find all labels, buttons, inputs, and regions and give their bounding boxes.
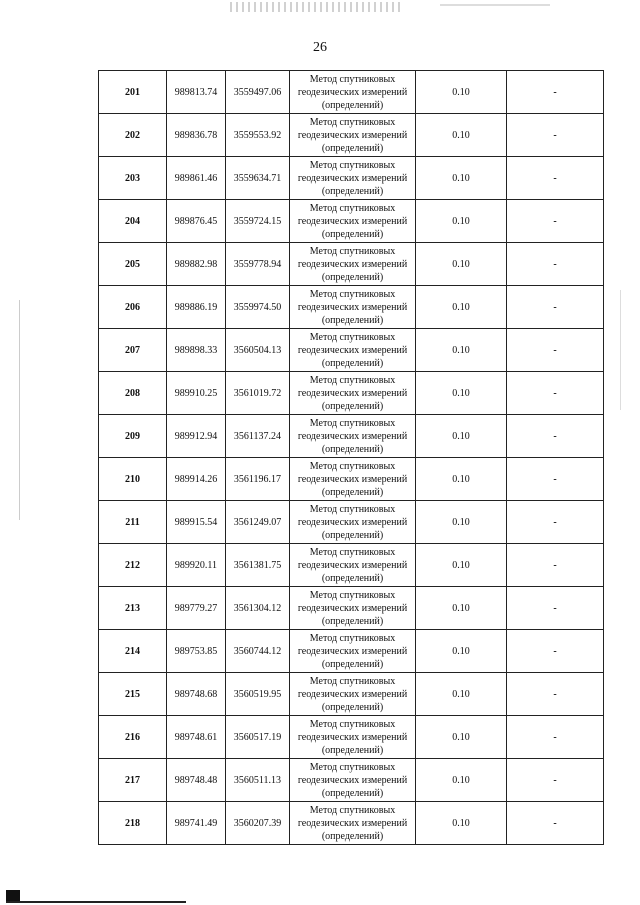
x-coordinate-cell: 989914.26: [167, 458, 226, 501]
method-cell: [290, 243, 416, 286]
accuracy-cell: 0.10: [416, 716, 507, 759]
method-line: геодезических измерений: [297, 258, 408, 270]
method-line: Метод спутниковых: [309, 675, 396, 687]
extra-cell: -: [507, 71, 604, 114]
method-line: геодезических измерений: [297, 688, 408, 700]
x-coordinate-cell: 989882.98: [167, 243, 226, 286]
method-line: Метод спутниковых: [309, 589, 396, 601]
method-cell: [290, 673, 416, 716]
method-line: геодезических измерений: [297, 344, 408, 356]
x-coordinate-cell: 989898.33: [167, 329, 226, 372]
y-coordinate-cell: 3561249.07: [226, 501, 290, 544]
extra-cell: -: [507, 587, 604, 630]
y-coordinate-cell: 3561137.24: [226, 415, 290, 458]
method-line: геодезических измерений: [297, 516, 408, 528]
method-line: (определений): [321, 142, 384, 154]
accuracy-cell: 0.10: [416, 544, 507, 587]
x-coordinate-cell: 989836.78: [167, 114, 226, 157]
method-line: Метод спутниковых: [309, 159, 396, 171]
coordinates-table-body: [99, 71, 604, 845]
accuracy-cell: 0.10: [416, 501, 507, 544]
table-row: [99, 200, 604, 243]
extra-cell: -: [507, 802, 604, 845]
method-cell: [290, 587, 416, 630]
method-line: Метод спутниковых: [309, 202, 396, 214]
extra-cell: -: [507, 157, 604, 200]
extra-cell: -: [507, 372, 604, 415]
method-cell: [290, 501, 416, 544]
method-line: (определений): [321, 99, 384, 111]
table-row: [99, 372, 604, 415]
point-number-cell: 208: [99, 372, 167, 415]
accuracy-cell: 0.10: [416, 802, 507, 845]
extra-cell: -: [507, 114, 604, 157]
x-coordinate-cell: 989861.46: [167, 157, 226, 200]
table-row: [99, 759, 604, 802]
y-coordinate-cell: 3560504.13: [226, 329, 290, 372]
y-coordinate-cell: 3561019.72: [226, 372, 290, 415]
x-coordinate-cell: 989912.94: [167, 415, 226, 458]
page-number: 26: [313, 40, 327, 55]
method-cell: [290, 802, 416, 845]
method-line: Метод спутниковых: [309, 761, 396, 773]
method-line: (определений): [321, 314, 384, 326]
method-cell: [290, 372, 416, 415]
extra-cell: -: [507, 759, 604, 802]
point-number-cell: 214: [99, 630, 167, 673]
method-line: Метод спутниковых: [309, 374, 396, 386]
method-cell: [290, 157, 416, 200]
method-line: геодезических измерений: [297, 817, 408, 829]
method-line: (определений): [321, 529, 384, 541]
table-row: [99, 501, 604, 544]
method-line: геодезических измерений: [297, 129, 408, 141]
method-line: (определений): [321, 486, 384, 498]
coordinates-table: [98, 70, 604, 845]
method-line: геодезических измерений: [297, 731, 408, 743]
accuracy-cell: 0.10: [416, 673, 507, 716]
y-coordinate-cell: 3559778.94: [226, 243, 290, 286]
method-cell: [290, 286, 416, 329]
extra-cell: -: [507, 329, 604, 372]
method-line: (определений): [321, 271, 384, 283]
scan-artifact-top-right: [440, 4, 550, 6]
point-number-cell: 212: [99, 544, 167, 587]
table-row: [99, 243, 604, 286]
y-coordinate-cell: 3560511.13: [226, 759, 290, 802]
method-line: геодезических измерений: [297, 301, 408, 313]
extra-cell: -: [507, 243, 604, 286]
y-coordinate-cell: 3560517.19: [226, 716, 290, 759]
accuracy-cell: 0.10: [416, 458, 507, 501]
point-number-cell: 209: [99, 415, 167, 458]
method-line: (определений): [321, 658, 384, 670]
method-cell: [290, 329, 416, 372]
method-line: (определений): [321, 185, 384, 197]
table-row: [99, 802, 604, 845]
x-coordinate-cell: 989753.85: [167, 630, 226, 673]
point-number-cell: 213: [99, 587, 167, 630]
y-coordinate-cell: 3559553.92: [226, 114, 290, 157]
method-line: геодезических измерений: [297, 473, 408, 485]
table-row: [99, 716, 604, 759]
method-line: Метод спутниковых: [309, 546, 396, 558]
method-line: геодезических измерений: [297, 645, 408, 657]
point-number-cell: 202: [99, 114, 167, 157]
accuracy-cell: 0.10: [416, 587, 507, 630]
method-line: (определений): [321, 787, 384, 799]
extra-cell: -: [507, 200, 604, 243]
extra-cell: -: [507, 501, 604, 544]
method-line: (определений): [321, 357, 384, 369]
x-coordinate-cell: 989748.61: [167, 716, 226, 759]
x-coordinate-cell: 989741.49: [167, 802, 226, 845]
point-number-cell: 204: [99, 200, 167, 243]
table-row: [99, 673, 604, 716]
method-line: (определений): [321, 228, 384, 240]
method-line: геодезических измерений: [297, 602, 408, 614]
x-coordinate-cell: 989920.11: [167, 544, 226, 587]
method-cell: [290, 114, 416, 157]
method-line: Метод спутниковых: [309, 245, 396, 257]
y-coordinate-cell: 3559724.15: [226, 200, 290, 243]
method-line: геодезических измерений: [297, 430, 408, 442]
method-line: (определений): [321, 443, 384, 455]
x-coordinate-cell: 989886.19: [167, 286, 226, 329]
x-coordinate-cell: 989779.27: [167, 587, 226, 630]
method-line: (определений): [321, 615, 384, 627]
method-line: Метод спутниковых: [309, 331, 396, 343]
method-cell: [290, 71, 416, 114]
method-line: (определений): [321, 701, 384, 713]
method-line: (определений): [321, 830, 384, 842]
method-line: (определений): [321, 572, 384, 584]
y-coordinate-cell: 3559497.06: [226, 71, 290, 114]
method-cell: [290, 544, 416, 587]
point-number-cell: 215: [99, 673, 167, 716]
method-line: Метод спутниковых: [309, 503, 396, 515]
extra-cell: -: [507, 286, 604, 329]
method-line: геодезических измерений: [297, 774, 408, 786]
y-coordinate-cell: 3559974.50: [226, 286, 290, 329]
method-cell: [290, 415, 416, 458]
method-line: геодезических измерений: [297, 387, 408, 399]
accuracy-cell: 0.10: [416, 200, 507, 243]
table-row: [99, 544, 604, 587]
x-coordinate-cell: 989910.25: [167, 372, 226, 415]
method-line: Метод спутниковых: [309, 804, 396, 816]
point-number-cell: 203: [99, 157, 167, 200]
method-line: Метод спутниковых: [309, 417, 396, 429]
x-coordinate-cell: 989813.74: [167, 71, 226, 114]
extra-cell: -: [507, 673, 604, 716]
accuracy-cell: 0.10: [416, 243, 507, 286]
table-row: [99, 329, 604, 372]
method-line: Метод спутниковых: [309, 73, 396, 85]
table-row: [99, 286, 604, 329]
extra-cell: -: [507, 415, 604, 458]
accuracy-cell: 0.10: [416, 630, 507, 673]
extra-cell: -: [507, 630, 604, 673]
method-line: геодезических измерений: [297, 215, 408, 227]
method-line: (определений): [321, 744, 384, 756]
table-row: [99, 587, 604, 630]
method-line: Метод спутниковых: [309, 288, 396, 300]
y-coordinate-cell: 3561381.75: [226, 544, 290, 587]
method-cell: [290, 458, 416, 501]
table-row: [99, 630, 604, 673]
extra-cell: -: [507, 544, 604, 587]
y-coordinate-cell: 3560207.39: [226, 802, 290, 845]
method-line: Метод спутниковых: [309, 116, 396, 128]
table-row: [99, 114, 604, 157]
extra-cell: -: [507, 716, 604, 759]
accuracy-cell: 0.10: [416, 71, 507, 114]
method-line: Метод спутниковых: [309, 632, 396, 644]
method-cell: [290, 630, 416, 673]
point-number-cell: 201: [99, 71, 167, 114]
x-coordinate-cell: 989876.45: [167, 200, 226, 243]
y-coordinate-cell: 3561196.17: [226, 458, 290, 501]
method-line: Метод спутниковых: [309, 718, 396, 730]
x-coordinate-cell: 989915.54: [167, 501, 226, 544]
accuracy-cell: 0.10: [416, 329, 507, 372]
point-number-cell: 218: [99, 802, 167, 845]
method-cell: [290, 200, 416, 243]
scan-artifact-right: [620, 290, 621, 410]
scan-artifact-left: [19, 300, 20, 520]
scan-artifact-top: [230, 2, 400, 12]
method-cell: [290, 759, 416, 802]
accuracy-cell: 0.10: [416, 372, 507, 415]
point-number-cell: 210: [99, 458, 167, 501]
extra-cell: -: [507, 458, 604, 501]
accuracy-cell: 0.10: [416, 114, 507, 157]
point-number-cell: 216: [99, 716, 167, 759]
y-coordinate-cell: 3561304.12: [226, 587, 290, 630]
y-coordinate-cell: 3559634.71: [226, 157, 290, 200]
method-line: (определений): [321, 400, 384, 412]
method-line: геодезических измерений: [297, 559, 408, 571]
method-cell: [290, 716, 416, 759]
y-coordinate-cell: 3560744.12: [226, 630, 290, 673]
point-number-cell: 211: [99, 501, 167, 544]
table-row: [99, 415, 604, 458]
x-coordinate-cell: 989748.68: [167, 673, 226, 716]
y-coordinate-cell: 3560519.95: [226, 673, 290, 716]
table-row: [99, 71, 604, 114]
point-number-cell: 217: [99, 759, 167, 802]
accuracy-cell: 0.10: [416, 286, 507, 329]
table-row: [99, 157, 604, 200]
method-line: геодезических измерений: [297, 86, 408, 98]
point-number-cell: 206: [99, 286, 167, 329]
accuracy-cell: 0.10: [416, 415, 507, 458]
point-number-cell: 205: [99, 243, 167, 286]
point-number-cell: 207: [99, 329, 167, 372]
accuracy-cell: 0.10: [416, 759, 507, 802]
method-line: Метод спутниковых: [309, 460, 396, 472]
method-line: геодезических измерений: [297, 172, 408, 184]
table-row: [99, 458, 604, 501]
accuracy-cell: 0.10: [416, 157, 507, 200]
scan-artifact-bottom-line: [6, 901, 186, 903]
x-coordinate-cell: 989748.48: [167, 759, 226, 802]
